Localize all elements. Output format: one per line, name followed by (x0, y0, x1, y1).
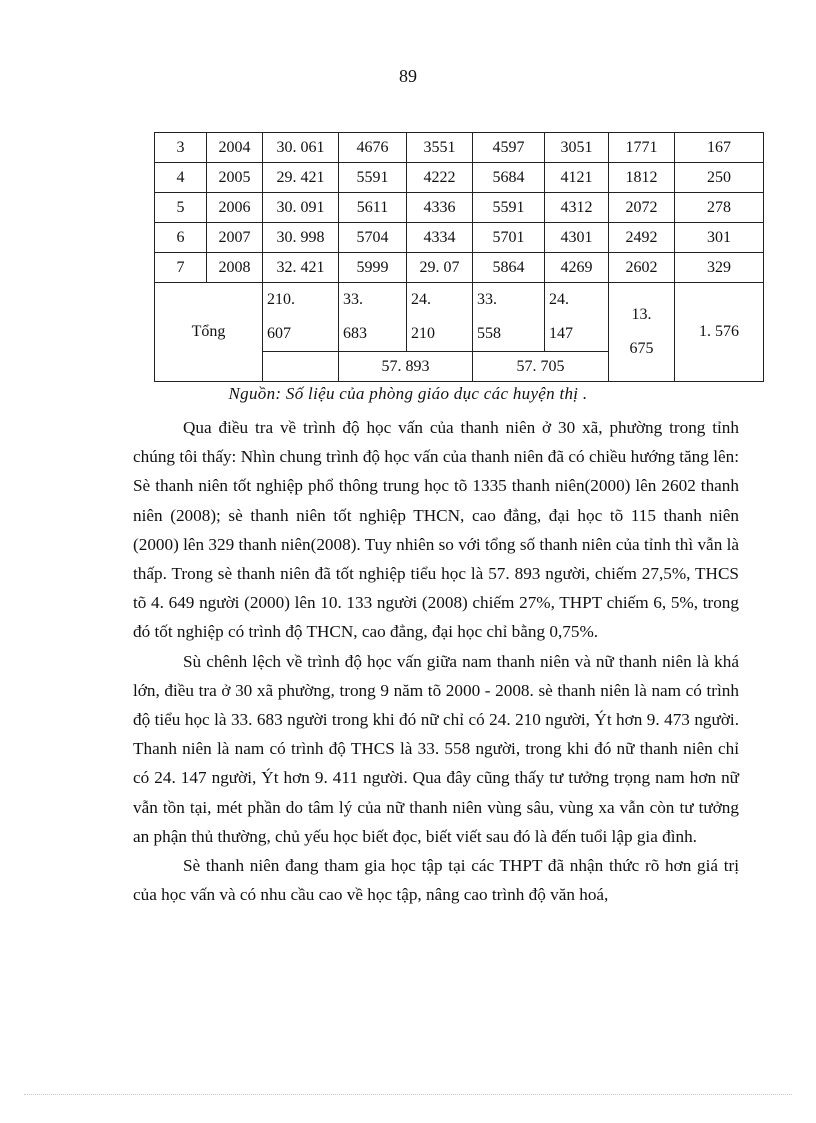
cell-col7: 4301 (545, 223, 609, 253)
cell-col7: 3051 (545, 133, 609, 163)
cell-col5: 4222 (407, 163, 473, 193)
summary-col6 (473, 283, 545, 352)
cell-year: 2007 (207, 223, 263, 253)
cell-col6: 5684 (473, 163, 545, 193)
cell-no: 3 (155, 133, 207, 163)
cell-year: 2005 (207, 163, 263, 193)
summary-col5 (407, 283, 473, 352)
paragraph: Sù chênh lệch về trình độ học vấn giữa nam thanh niên và nữ thanh niên là khá lớn, điều tra ở 30 xã phường, trong 9 năm tõ 2000 - 2008. sè thanh niên là nam có trình độ tiểu học là 33. 683 người trong khi đó nữ chỉ có 24. 210 người, Ýt hơn 9. 473 người. Thanh niên là nam có trình độ THCS là 33. 558 người, trong khi đó nữ thanh niên chỉ có 24. 147 người, Ýt hơn 9. 411 người. Qua đây cũng thấy tư tưởng trọng nam hơn nữ vẫn tồn tại, mét phần do tâm lý của nữ thanh niên vùng sâu, vùng xa vẫn còn tư tưởng an phận thủ thường, chủ yếu học biết đọc, biết viết sau đó là đến tuổi lập gia đình. (133, 651, 739, 846)
cell-col5: 29. 07 (407, 253, 473, 283)
cell-col7: 4121 (545, 163, 609, 193)
summary-row (155, 283, 764, 352)
summary-col8 (609, 283, 675, 382)
statistics-table (154, 132, 764, 382)
cell-total: 30. 061 (263, 133, 339, 163)
cell-col4: 5704 (339, 223, 407, 253)
summary-col7-b: 147 (549, 325, 573, 342)
summary-col8-a: 13. (631, 306, 652, 323)
summary-col5-a: 24. (411, 291, 431, 308)
summary-col7 (545, 283, 609, 352)
cell-no: 4 (155, 163, 207, 193)
cell-no: 7 (155, 253, 207, 283)
cell-col9: 301 (675, 223, 764, 253)
cell-col7: 4312 (545, 193, 609, 223)
table-body (155, 133, 764, 382)
page-number: 89 (399, 66, 417, 86)
summary-col7-a: 24. (549, 291, 569, 308)
cell-col8: 2072 (609, 193, 675, 223)
cell-col9: 167 (675, 133, 764, 163)
summary-col4-b: 683 (343, 325, 367, 342)
summary-col6-b: 558 (477, 325, 501, 342)
summary-col8-b: 675 (629, 340, 654, 357)
summary-col4 (339, 283, 407, 352)
cell-col5: 4336 (407, 193, 473, 223)
summary-label: Tổng (155, 283, 263, 382)
table-row (155, 253, 764, 283)
summary-total-a: 210. (267, 291, 295, 308)
cell-col6: 5864 (473, 253, 545, 283)
summary-total (263, 283, 339, 352)
cell-col6: 4597 (473, 133, 545, 163)
cell-col8: 2602 (609, 253, 675, 283)
cell-col4: 5999 (339, 253, 407, 283)
paragraph: Sè thanh niên đang tham gia học tập tại các THPT đã nhận thức rõ hơn giá trị của học vấn và có nhu cầu cao về học tập, nâng cao trình độ văn hoá, (133, 856, 739, 905)
table-row (155, 193, 764, 223)
summary-col4-a: 33. (343, 291, 363, 308)
summary-col9: 1. 576 (675, 283, 764, 382)
cell-col6: 5701 (473, 223, 545, 253)
summary-total-b: 607 (267, 325, 291, 342)
table-source-caption: Nguồn: Số liệu của phòng giáo dục các huyện thị . (228, 384, 588, 403)
summary-col5-b: 210 (411, 325, 435, 342)
cell-col4: 5611 (339, 193, 407, 223)
table-row (155, 163, 764, 193)
cell-year: 2008 (207, 253, 263, 283)
cell-total: 30. 998 (263, 223, 339, 253)
cell-col5: 4334 (407, 223, 473, 253)
table-row (155, 223, 764, 253)
cell-year: 2006 (207, 193, 263, 223)
footer-divider (24, 1094, 792, 1095)
cell-total: 29. 421 (263, 163, 339, 193)
cell-no: 6 (155, 223, 207, 253)
cell-col4: 4676 (339, 133, 407, 163)
cell-col8: 1812 (609, 163, 675, 193)
paragraph: Qua điều tra về trình độ học vấn của thanh niên ở 30 xã, phường trong tỉnh chúng tôi thấy: Nhìn chung trình độ học vấn của thanh niên đã có chiều hướng tăng lên: Sè thanh niên tốt nghiệp phổ thông trung học tõ 1335 thanh niên(2000) lên 2602 thanh niên (2008); sè thanh niên tốt nghiệp THCN, cao đẳng, đại học tõ 115 thanh niên (2000) lên 329 thanh niên(2008). Tuy nhiên so với tổng số thanh niên của tỉnh thì vẫn là thấp. Trong sè thanh niên đã tốt nghiệp tiểu học là 57. 893 người, chiếm 27,5%, THCS tõ 4. 649 người (2000) lên 10. 133 người (2008) chiếm 27%, THPT chiếm 6, 5%, trong đó tốt nghiệp có trình độ THCN, cao đẳng, đại học chỉ bằng 0,75%. (133, 418, 739, 642)
cell-col9: 329 (675, 253, 764, 283)
body-text (133, 413, 739, 909)
cell-no: 5 (155, 193, 207, 223)
cell-total: 32. 421 (263, 253, 339, 283)
cell-col8: 2492 (609, 223, 675, 253)
cell-year: 2004 (207, 133, 263, 163)
summary-empty-cell (263, 352, 339, 382)
cell-col5: 3551 (407, 133, 473, 163)
summary-col6-a: 33. (477, 291, 497, 308)
cell-col8: 1771 (609, 133, 675, 163)
cell-col6: 5591 (473, 193, 545, 223)
table-row (155, 133, 764, 163)
cell-col9: 278 (675, 193, 764, 223)
cell-total: 30. 091 (263, 193, 339, 223)
cell-col9: 250 (675, 163, 764, 193)
primary-sum: 57. 893 (339, 352, 473, 382)
cell-col7: 4269 (545, 253, 609, 283)
cell-col4: 5591 (339, 163, 407, 193)
secondary-sum: 57. 705 (473, 352, 609, 382)
